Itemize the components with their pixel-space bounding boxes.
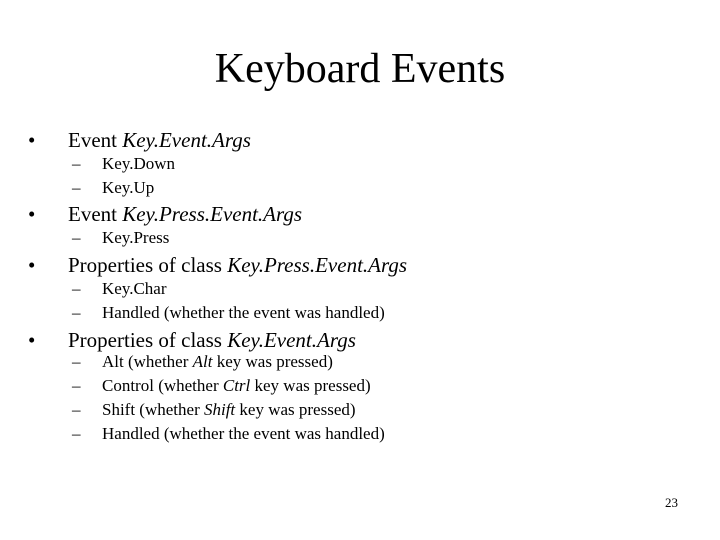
sub-bullet-text: key was pressed) (250, 376, 371, 395)
sub-bullet-item (72, 399, 356, 421)
dash-icon: – (72, 154, 81, 173)
dash-icon: – (72, 178, 81, 197)
sub-bullet-item (72, 278, 167, 300)
dash-icon: – (72, 376, 81, 395)
sub-bullet-text: Handled (whether the event was handled) (102, 303, 385, 322)
sub-bullet-item (72, 423, 385, 445)
bullet-dot-icon: • (28, 202, 36, 226)
sub-bullet-text: Control (whether (102, 376, 223, 395)
bullet-item (28, 127, 251, 153)
bullet-text: Properties of class (68, 328, 228, 352)
sub-bullet-item (72, 302, 385, 324)
bullet-dot-icon: • (28, 328, 36, 352)
sub-bullet-item (72, 227, 169, 249)
bullet-text: Properties of class (68, 253, 228, 277)
dash-icon: – (72, 352, 81, 371)
slide-title: Keyboard Events (214, 46, 506, 92)
dash-icon: – (72, 303, 81, 322)
bullet-emphasis: Key.Press.Event.Args (227, 253, 408, 277)
sub-bullet-emphasis: Shift (203, 400, 236, 419)
bullet-text: Event (68, 128, 123, 152)
dash-icon: – (72, 400, 81, 419)
dash-icon: – (72, 228, 81, 247)
sub-bullet-item (72, 375, 371, 397)
sub-bullet-item (72, 351, 333, 373)
bullet-dot-icon: • (28, 128, 36, 152)
bullet-item (28, 327, 356, 353)
sub-bullet-text: Handled (whether the event was handled) (102, 424, 385, 443)
sub-bullet-item (72, 177, 154, 199)
dash-icon: – (72, 424, 81, 443)
bullet-item (28, 252, 407, 278)
sub-bullet-emphasis: Ctrl (222, 376, 251, 395)
bullet-emphasis: Key.Press.Event.Args (122, 202, 303, 226)
sub-bullet-text: Shift (whether (102, 400, 204, 419)
bullet-dot-icon: • (28, 253, 36, 277)
sub-bullet-item (72, 153, 175, 175)
bullet-item (28, 201, 302, 227)
page-number: 23 (665, 495, 678, 510)
bullet-emphasis: Key.Event.Args (227, 328, 356, 352)
sub-bullet-emphasis: Alt (192, 352, 213, 371)
dash-icon: – (72, 279, 81, 298)
sub-bullet-text: Alt (whether (102, 352, 193, 371)
sub-bullet-text: Key.Down (102, 154, 176, 173)
sub-bullet-text: key was pressed) (212, 352, 333, 371)
bullet-emphasis: Key.Event.Args (122, 128, 251, 152)
bullet-text: Event (68, 202, 123, 226)
sub-bullet-text: key was pressed) (235, 400, 356, 419)
sub-bullet-text: Key.Up (102, 178, 155, 197)
sub-bullet-text: Key.Char (102, 279, 167, 298)
sub-bullet-text: Key.Press (102, 228, 170, 247)
